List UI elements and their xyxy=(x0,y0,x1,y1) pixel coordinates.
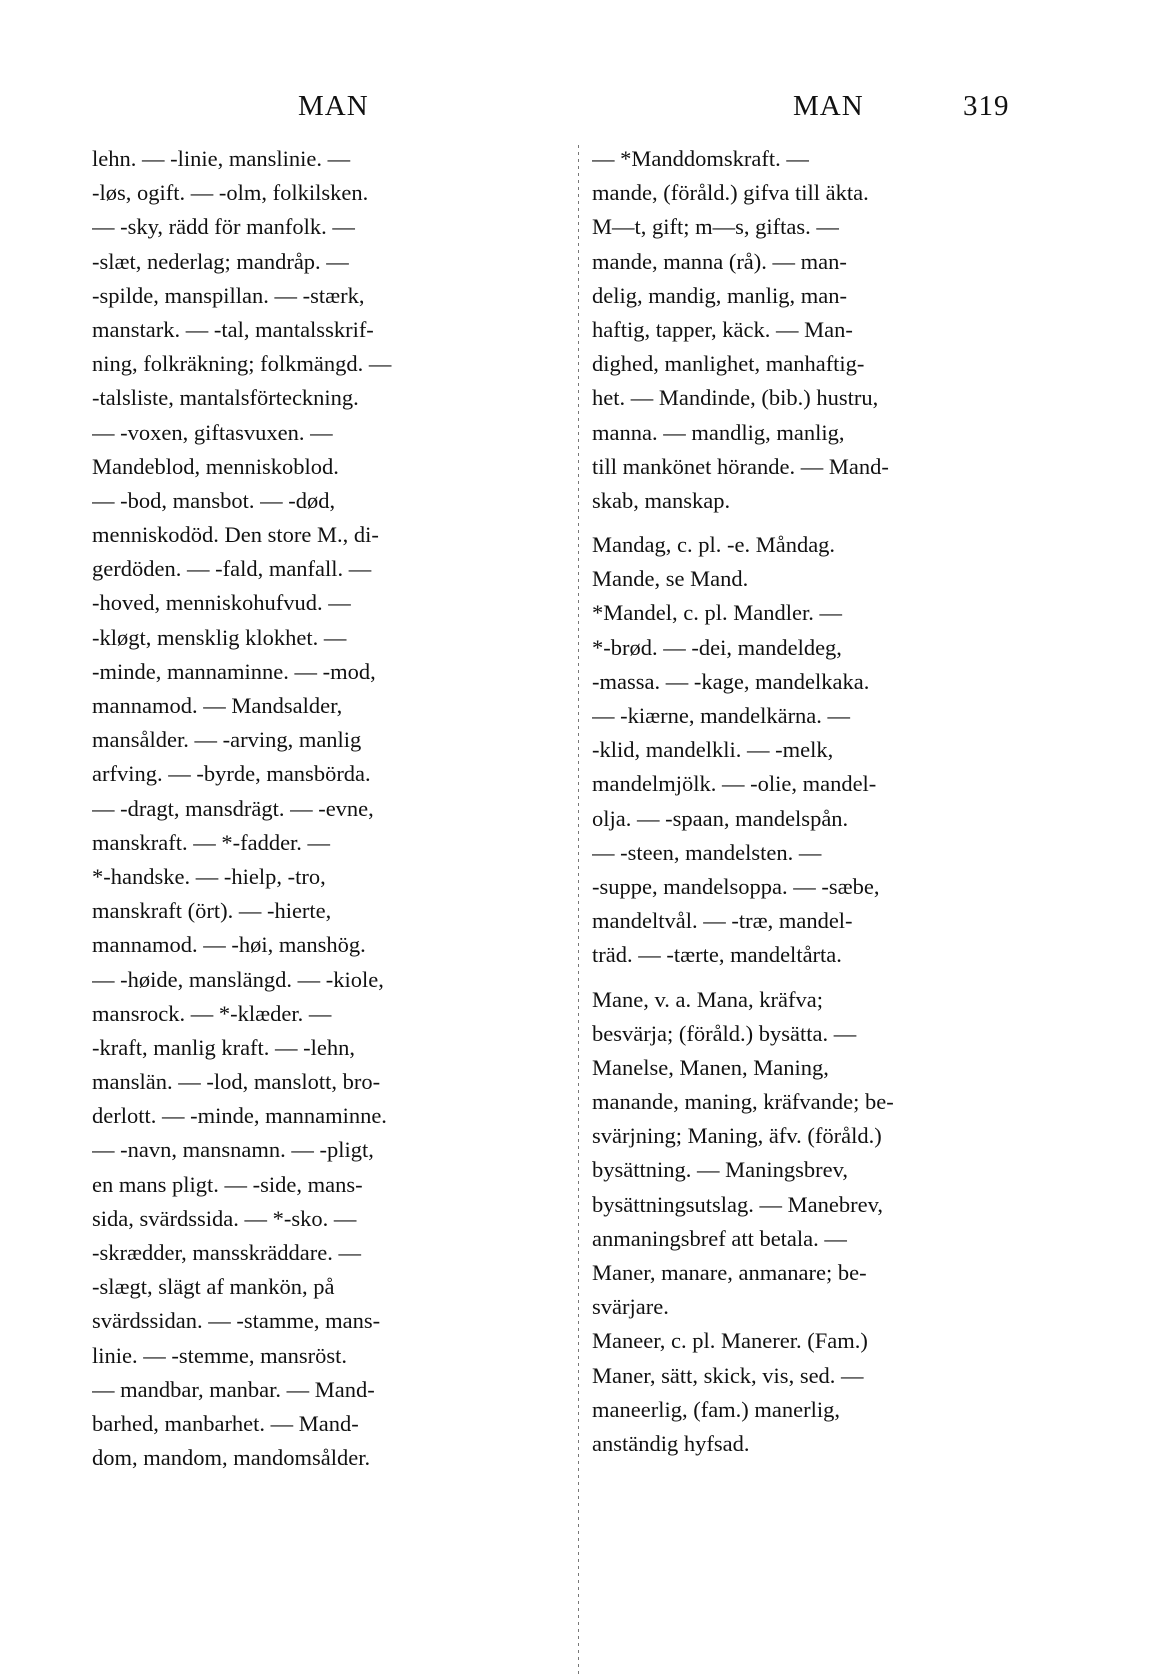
left-line: en mans pligt. — -side, mans- xyxy=(92,1171,363,1197)
right-line: *Mandel, c. pl. Mandler. — xyxy=(592,600,842,626)
right-line: mande, manna (rå). — man- xyxy=(592,248,847,274)
left-line: menniskodöd. Den store M., di- xyxy=(92,522,379,548)
right-line: Maner, manare, anmanare; be- xyxy=(592,1260,867,1285)
left-line: — -navn, mansnamn. — -pligt, xyxy=(92,1137,374,1163)
right-line: maneerlig, (fam.) manerlig, xyxy=(592,1396,841,1422)
left-line: mannamod. — -høi, manshög. xyxy=(92,932,366,958)
right-line: dighed, manlighet, manhaftig- xyxy=(592,351,865,377)
right-line: *-brød. — -dei, mandeldeg, xyxy=(592,634,842,660)
right-line: olja. — -spaan, mandelspån. xyxy=(592,805,849,831)
entry-gap xyxy=(592,518,1062,528)
left-line: mansålder. — -arving, manlig xyxy=(92,727,362,753)
right-line: manna. — mandlig, manlig, xyxy=(592,419,845,445)
right-line: Maneer, c. pl. Manerer. (Fam.) xyxy=(592,1328,868,1354)
left-line: — -høide, manslängd. — -kiole, xyxy=(92,966,384,992)
right-line: M—t, gift; m—s, giftas. — xyxy=(592,214,839,240)
left-line: sida, svärdssida. — *-sko. — xyxy=(92,1205,357,1231)
right-line: bysättning. — Maningsbrev, xyxy=(592,1157,849,1183)
right-line: Mande, se Mand. xyxy=(592,566,749,592)
right-line: manande, maning, kräfvande; be- xyxy=(592,1089,894,1115)
right-line: bysättningsutslag. — Manebrev, xyxy=(592,1191,883,1217)
right-line: -klid, mandelkli. — -melk, xyxy=(592,737,834,763)
left-line: Mandeblod, menniskoblod. xyxy=(92,453,339,479)
left-line: mannamod. — Mandsalder, xyxy=(92,693,343,718)
left-line: manstark. — -tal, mantalsskrif- xyxy=(92,316,374,342)
left-line: svärdssidan. — -stamme, mans- xyxy=(92,1308,381,1334)
right-line: Manelse, Manen, Maning, xyxy=(592,1054,829,1080)
left-line: -skrædder, mansskräddare. — xyxy=(92,1240,362,1265)
left-line: -spilde, manspillan. — -stærk, xyxy=(92,282,365,308)
page-number: 319 xyxy=(963,90,1010,122)
left-line: -kraft, manlig kraft. — -lehn, xyxy=(92,1034,356,1060)
left-line: barhed, manbarhet. — Mand- xyxy=(92,1410,359,1436)
right-line: Mandag, c. pl. -e. Måndag. xyxy=(592,532,836,558)
left-line: mansrock. — *-klæder. — xyxy=(92,1000,332,1026)
left-line: -minde, mannaminne. — -mod, xyxy=(92,658,376,684)
left-line: linie. — -stemme, mansröst. xyxy=(92,1342,347,1368)
right-line: — -kiærne, mandelkärna. — xyxy=(592,703,851,728)
right-line: het. — Mandinde, (bib.) hustru, xyxy=(592,385,879,411)
left-line: derlott. — -minde, mannaminne. xyxy=(92,1103,387,1129)
right-line: Maner, sätt, skick, vis, sed. — xyxy=(592,1362,864,1388)
right-line: mandeltvål. — -træ, mandel- xyxy=(592,908,853,934)
right-line: delig, mandig, manlig, man- xyxy=(592,282,847,308)
right-line: anmaningsbref att betala. — xyxy=(592,1225,847,1251)
left-line: dom, mandom, mandomsålder. xyxy=(92,1445,371,1471)
entry-gap xyxy=(592,973,1062,983)
left-line: manskraft (ört). — -hierte, xyxy=(92,898,332,924)
left-line: ning, folkräkning; folkmängd. — xyxy=(92,351,392,377)
left-line: manskraft. — *-fadder. — xyxy=(92,829,331,855)
header-left-guideword: MAN xyxy=(298,90,369,122)
right-line: -massa. — -kage, mandelkaka. xyxy=(592,668,870,694)
right-line: anständig hyfsad. xyxy=(592,1430,750,1456)
left-line: -talsliste, mantalsförteckning. xyxy=(92,385,359,411)
left-line: *-handske. — -hielp, -tro, xyxy=(92,863,326,889)
left-line: — -bod, mansbot. — -død, xyxy=(92,487,336,513)
left-line: — mandbar, manbar. — Mand- xyxy=(92,1376,375,1402)
left-line: manslän. — -lod, manslott, bro- xyxy=(92,1069,381,1095)
right-line: — *Manddomskraft. — xyxy=(592,146,809,171)
right-line: — -steen, mandelsten. — xyxy=(592,839,822,865)
right-line: svärjare. xyxy=(592,1294,669,1320)
right-line: mande, (föråld.) gifva till äkta. xyxy=(592,180,869,206)
right-column xyxy=(592,142,1062,1461)
left-line: -løs, ogift. — -olm, folkilsken. xyxy=(92,180,369,206)
left-line: -kløgt, mensklig klokhet. — xyxy=(92,624,347,650)
header-right-guideword: MAN xyxy=(793,90,864,122)
left-line: — -dragt, mansdrägt. — -evne, xyxy=(92,795,374,821)
column-divider xyxy=(578,145,579,1675)
right-line: svärjning; Maning, äfv. (föråld.) xyxy=(592,1123,882,1149)
left-line: lehn. — -linie, manslinie. — xyxy=(92,146,351,171)
left-line: -slægt, slägt af mankön, på xyxy=(92,1274,335,1300)
left-column xyxy=(92,142,562,1475)
right-line: haftig, tapper, käck. — Man- xyxy=(592,316,853,342)
page-header xyxy=(0,90,1152,130)
left-line: arfving. — -byrde, mansbörda. xyxy=(92,761,371,787)
left-line: -slæt, nederlag; mandråp. — xyxy=(92,248,349,274)
right-line: -suppe, mandelsoppa. — -sæbe, xyxy=(592,873,880,899)
left-line: gerdöden. — -fald, manfall. — xyxy=(92,556,372,582)
right-line: skab, manskap. xyxy=(592,487,731,513)
right-line: besvärja; (föråld.) bysätta. — xyxy=(592,1020,857,1046)
right-line: till mankönet hörande. — Mand- xyxy=(592,453,889,479)
left-line: — -sky, rädd för manfolk. — xyxy=(92,214,355,240)
right-line: mandelmjölk. — -olie, mandel- xyxy=(592,771,877,797)
left-line: -hoved, menniskohufvud. — xyxy=(92,590,351,616)
right-line: Mane, v. a. Mana, kräfva; xyxy=(592,986,823,1012)
right-line: träd. — -tærte, mandeltårta. xyxy=(592,942,842,968)
left-line: — -voxen, giftasvuxen. — xyxy=(92,419,333,445)
